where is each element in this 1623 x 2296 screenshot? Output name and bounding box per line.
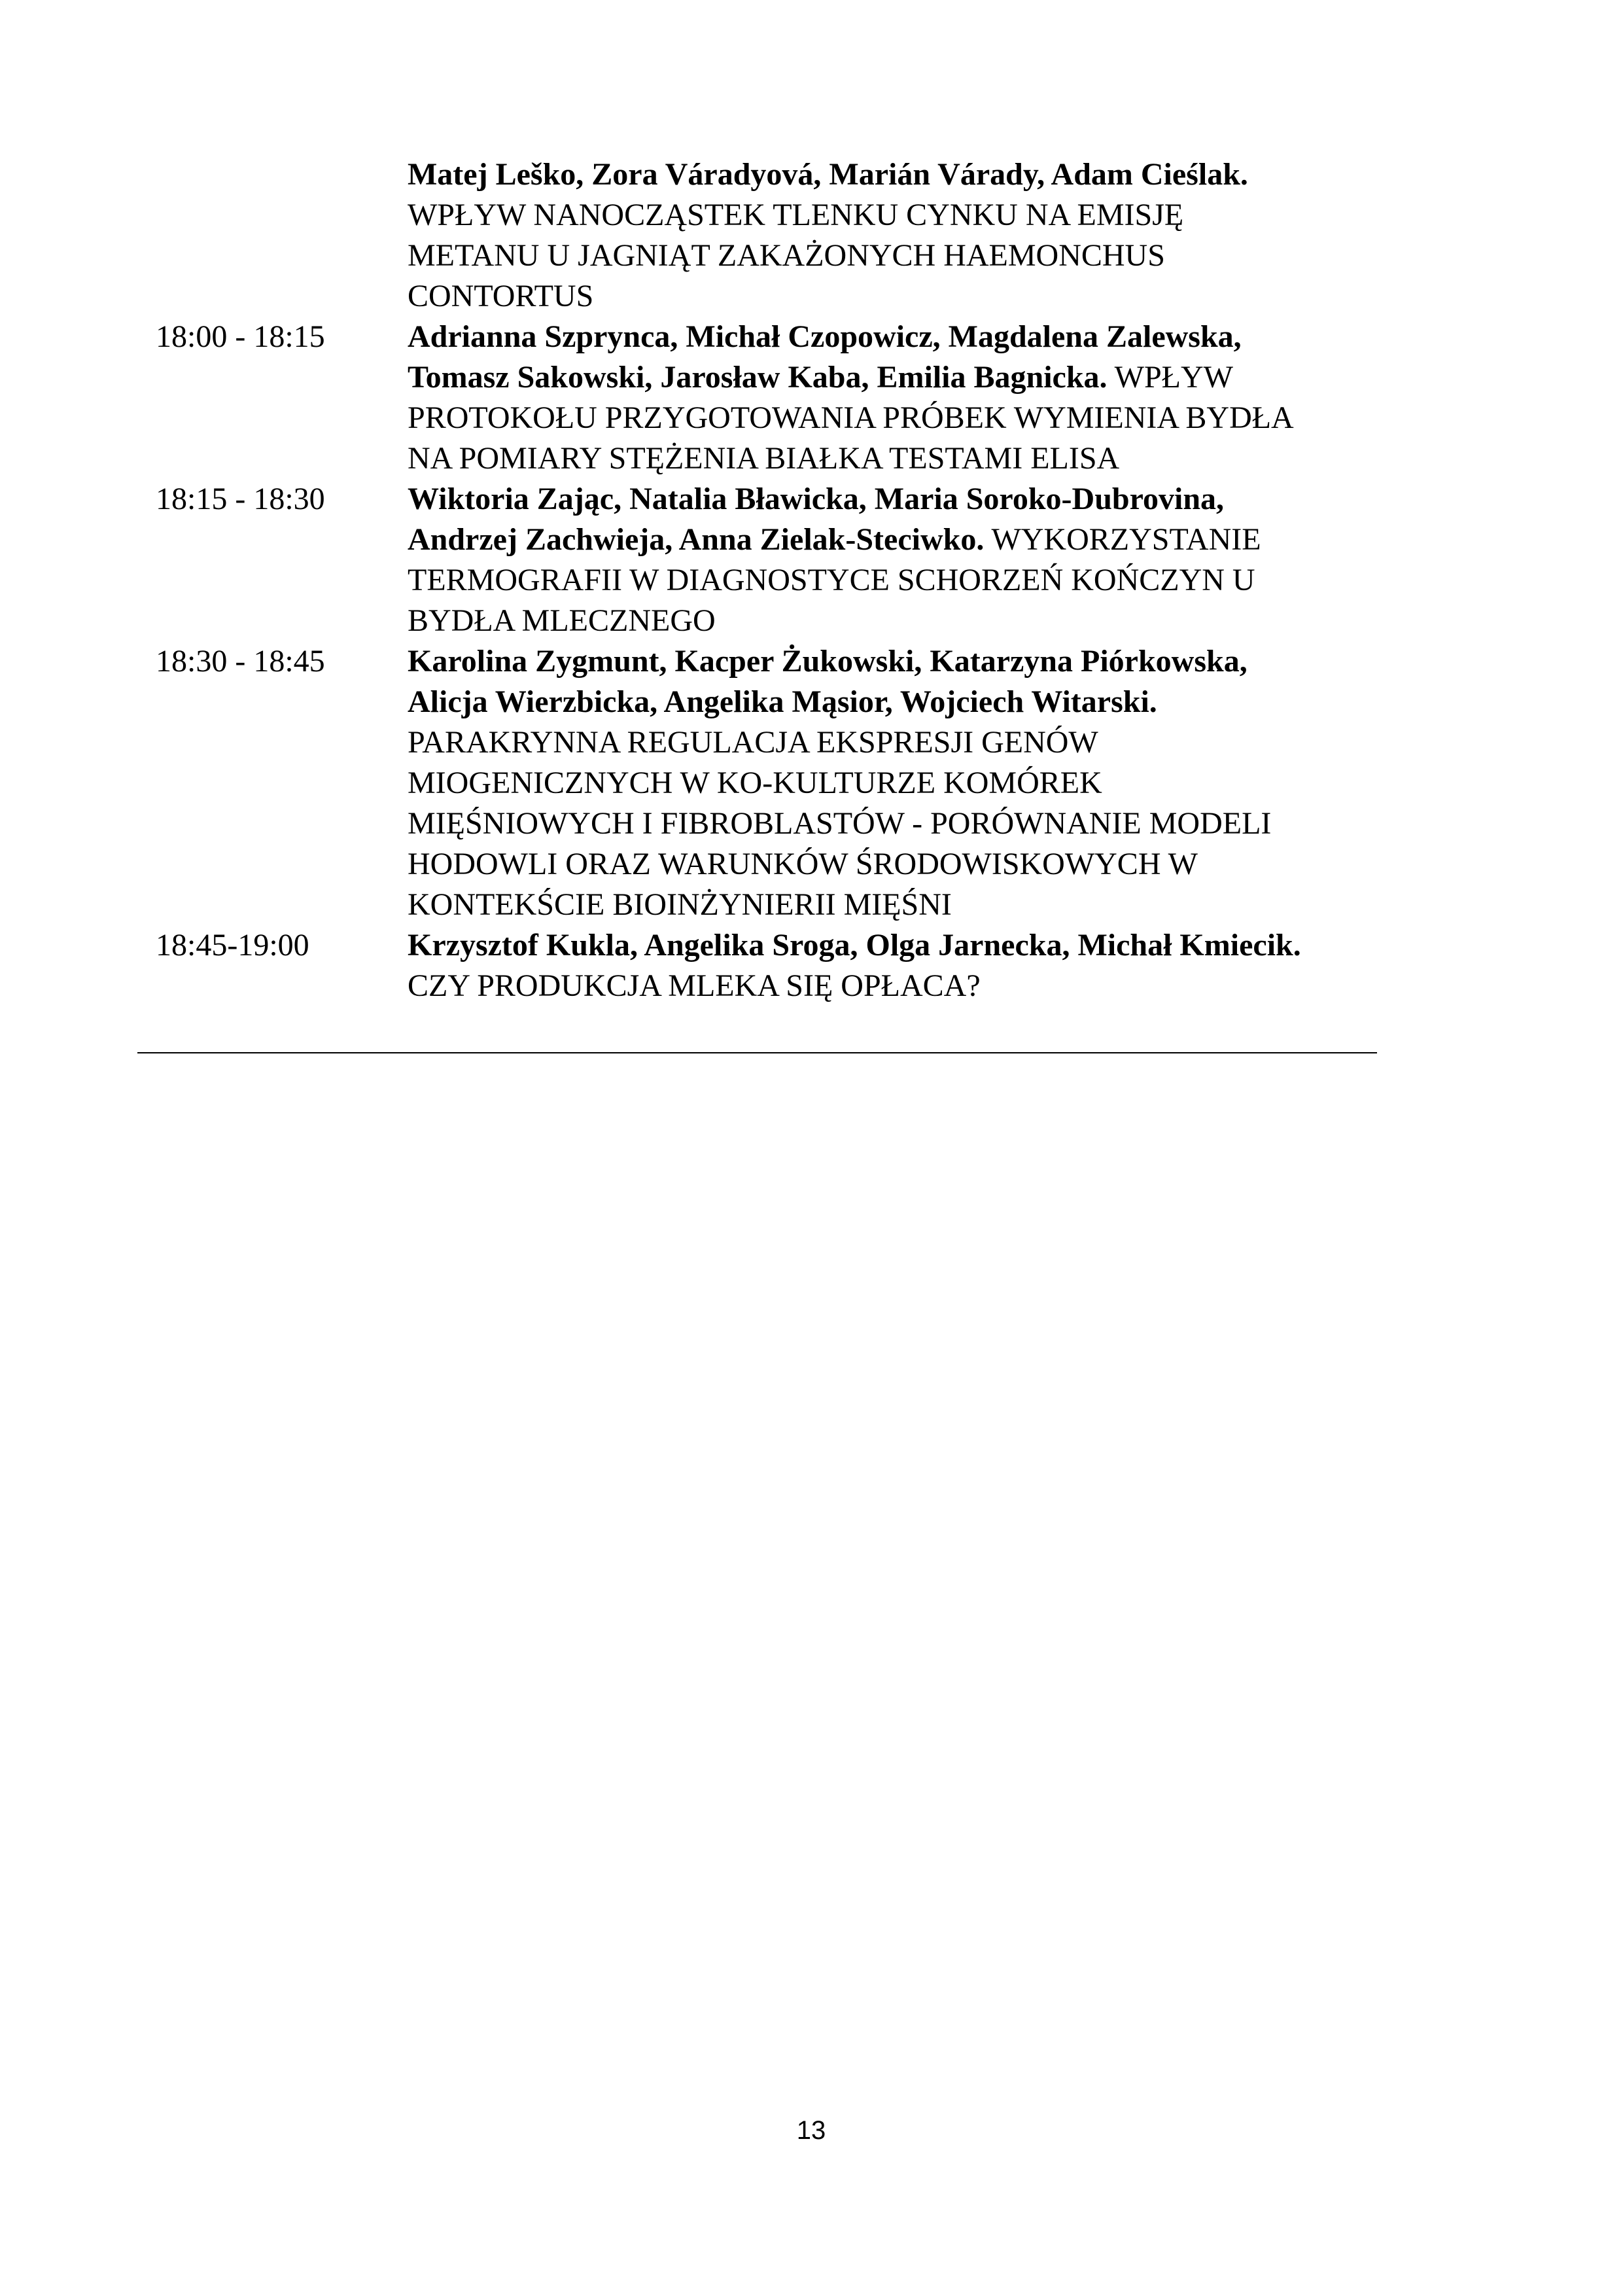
entry-line [408, 844, 1392, 885]
entry-authors: Tomasz Sakowski, Jarosław Kaba, Emilia Bagnicka. [408, 360, 1108, 395]
entry-time: 18:00 - 18:15 [156, 319, 325, 354]
entry-line [408, 317, 1392, 357]
schedule-entry [156, 317, 1392, 479]
entry-authors: Karolina Zygmunt, Kacper Żukowski, Katarzyna Piórkowska, [408, 644, 1248, 679]
schedule-entry [156, 154, 1392, 317]
entry-line [408, 276, 1392, 317]
entry-title: CZY PRODUKCJA MLEKA SIĘ OPŁACA? [408, 968, 981, 1003]
entry-content [408, 154, 1392, 317]
entry-title: MIOGENICZNYCH W KO-KULTURZE KOMÓREK [408, 766, 1102, 800]
entry-line [408, 154, 1392, 195]
schedule-entry [156, 641, 1392, 925]
entry-line [408, 804, 1392, 844]
entry-title: CONTORTUS [408, 279, 594, 313]
entry-line [408, 601, 1392, 641]
entry-content [408, 925, 1392, 1006]
schedule-entry [156, 479, 1392, 641]
entry-authors: Adrianna Szprynca, Michał Czopowicz, Magdalena Zalewska, [408, 319, 1242, 354]
entry-line [408, 885, 1392, 925]
entry-line [408, 966, 1392, 1006]
entry-line [408, 236, 1392, 276]
entry-line [408, 763, 1392, 804]
entry-line [408, 560, 1392, 601]
entry-title: WYKORZYSTANIE [984, 522, 1261, 557]
entry-title: TERMOGRAFII W DIAGNOSTYCE SCHORZEŃ KOŃCZYN U [408, 563, 1255, 597]
entry-line [408, 438, 1392, 479]
section-divider [137, 1052, 1377, 1053]
entry-authors: Alicja Wierzbicka, Angelika Mąsior, Wojciech Witarski. [408, 684, 1157, 719]
entry-time: 18:30 - 18:45 [156, 644, 325, 679]
schedule-entry [156, 925, 1392, 1006]
entry-line [408, 398, 1392, 438]
entry-time: 18:15 - 18:30 [156, 482, 325, 516]
entry-line [408, 479, 1392, 520]
entry-line [408, 520, 1392, 560]
page-number: 13 [796, 2116, 826, 2145]
entry-title: WPŁYW [1107, 360, 1233, 395]
entry-title: METANU U JAGNIĄT ZAKAŻONYCH HAEMONCHUS [408, 238, 1165, 273]
entry-line [408, 357, 1392, 398]
entry-line [408, 925, 1392, 966]
entry-authors: Andrzej Zachwieja, Anna Zielak-Steciwko. [408, 522, 985, 557]
entry-time: 18:45-19:00 [156, 928, 309, 963]
entry-title: PARAKRYNNA REGULACJA EKSPRESJI GENÓW [408, 725, 1098, 760]
entry-content [408, 479, 1392, 641]
entry-line [408, 722, 1392, 763]
entry-line [408, 682, 1392, 722]
entry-line [408, 641, 1392, 682]
entry-title: MIĘŚNIOWYCH I FIBROBLASTÓW - PORÓWNANIE MODELI [408, 806, 1272, 841]
entry-authors: Matej Leško, Zora Váradyová, Marián Várady, Adam Cieślak. [408, 157, 1248, 192]
entry-title: NA POMIARY STĘŻENIA BIAŁKA TESTAMI ELISA [408, 441, 1120, 476]
entry-title: WPŁYW NANOCZĄSTEK TLENKU CYNKU NA EMISJĘ [408, 198, 1184, 232]
entry-authors: Wiktoria Zając, Natalia Bławicka, Maria Soroko-Dubrovina, [408, 482, 1225, 516]
entry-authors: Krzysztof Kukla, Angelika Sroga, Olga Jarnecka, Michał Kmiecik. [408, 928, 1301, 963]
entry-title: HODOWLI ORAZ WARUNKÓW ŚRODOWISKOWYCH W [408, 847, 1198, 881]
entry-title: KONTEKŚCIE BIOINŻYNIERII MIĘŚNI [408, 887, 952, 922]
entry-content [408, 317, 1392, 479]
entry-line [408, 195, 1392, 236]
entry-title: BYDŁA MLECZNEGO [408, 603, 716, 638]
entry-content [408, 641, 1392, 925]
entry-title: PROTOKOŁU PRZYGOTOWANIA PRÓBEK WYMIENIA BYDŁA [408, 400, 1294, 435]
session-schedule [156, 154, 1392, 1006]
